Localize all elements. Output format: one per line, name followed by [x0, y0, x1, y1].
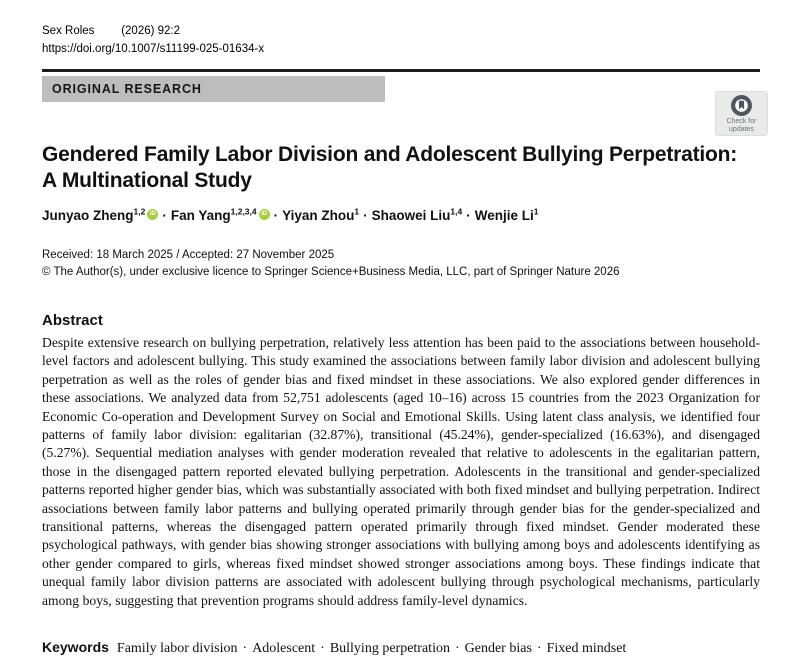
- article-title-line1: Gendered Family Labor Division and Adolescent Bullying Perpetration:: [42, 142, 738, 166]
- author-list: [42, 207, 760, 224]
- article-meta: [42, 247, 760, 281]
- keyword: Adolescent: [252, 641, 316, 656]
- journal-header: [42, 24, 760, 39]
- article-title-line2: A Multinational Study: [42, 168, 252, 192]
- author-separator: ·: [273, 208, 279, 223]
- article-title: [42, 142, 760, 194]
- keyword-separator: ·: [242, 641, 248, 656]
- crossmark-icon: [731, 95, 752, 116]
- article-type-bar: [42, 76, 385, 102]
- orcid-icon[interactable]: iD: [147, 209, 158, 220]
- keyword-separator: ·: [320, 641, 325, 656]
- keyword: Family labor division: [116, 641, 238, 656]
- doi-link[interactable]: https://doi.org/10.1007/s11199-025-01634-x: [42, 43, 265, 55]
- author: Yiyan Zhou$^1$: [282, 206, 360, 223]
- keyword-separator: ·: [454, 641, 460, 656]
- author-affiliation-marks: 1,2,3,4: [230, 206, 257, 217]
- abstract-heading: Abstract: [42, 312, 103, 329]
- keywords-heading: Keywords: [42, 639, 109, 655]
- received-accepted-dates: Received: 18 March 2025 / Accepted: 27 November 2025: [42, 249, 335, 261]
- keyword: Fixed mindset: [546, 641, 627, 656]
- author: Fan Yang$^{1,2,3,4}$ iD: [171, 208, 270, 223]
- author-affiliation-marks: 1,4: [450, 206, 463, 217]
- author-separator: ·: [466, 208, 471, 223]
- journal-name: Sex Roles: [42, 25, 95, 37]
- check-for-updates-button[interactable]: [715, 91, 768, 136]
- author-affiliation-marks: 1: [354, 206, 360, 217]
- abstract-text: Despite extensive research on bullying perpetration, relatively less attention has been paid to the associations between household-level factors and adolescent bullying. This study examined the associations between family labor division and adolescent bullying perpetration as well as the roles of gender bias and fixed mindset in these associations. We also explored gender differences in these associations. We analyzed data from 52,751 adolescents (aged 10–16) across 15 countries from the 2023 Organization for Economic Co-operation and Development Survey on Social and Emotional Skills. Using latent class analysis, we identified four patterns of family labor division: egalitarian (32.87%), transitional (45.24%), gender-specialized (16.63%), and disengaged (5.27%). Sequential mediation analyses with gender moderation revealed that relative to adolescents in the egalitarian pattern, those in the disengaged pattern reported elevated bullying perpetration. Adolescents in the transitional and gender-specialized patterns reported higher gender bias, which was substantially associated with both fixed mindset and bullying perpetration. Indirect associations between family labor patterns and bullying operated primarily through gender bias for the gender-specialized and transitional patterns, whereas the disengaged pattern operated primarily through fixed mindset. Gender moderated these psychological pathways, with gender bias showing stronger associations with bullying among boys and adolescents identifying as other gender compared to girls, whereas fixed mindset showed stronger associations among boys. These findings indicate that unequal family labor division patterns are associated with adolescent bullying through psychological mechanisms, particularly among boys, suggesting that prevention programs should address family-level dynamics.: [42, 335, 760, 608]
- keyword: Bullying perpetration: [329, 641, 450, 656]
- journal-issue: (2026) 92:2: [121, 25, 181, 37]
- header-divider: [42, 69, 760, 72]
- author: Junyao Zheng$^{1,2}$ iD: [42, 208, 158, 223]
- orcid-icon[interactable]: iD: [259, 209, 270, 220]
- author: Wenjie Li$^1$: [474, 206, 539, 223]
- author-affiliation-marks: 1,2: [133, 206, 146, 217]
- copyright-line: © The Author(s), under exclusive licence to Springer Science+Business Media, LLC, part of Springer Nature 2026: [42, 266, 620, 278]
- keywords-line: [42, 639, 760, 657]
- check-for-updates-label: Check for updates: [726, 118, 757, 133]
- keyword-separator: ·: [536, 641, 542, 656]
- article-type-label: ORIGINAL RESEARCH: [52, 81, 202, 96]
- author-affiliation-marks: 1: [533, 206, 539, 217]
- keyword: Gender bias: [464, 641, 532, 656]
- author-separator: ·: [162, 208, 167, 223]
- author: Shaowei Liu$^{1,4}$: [371, 206, 463, 223]
- author-separator: ·: [363, 208, 368, 223]
